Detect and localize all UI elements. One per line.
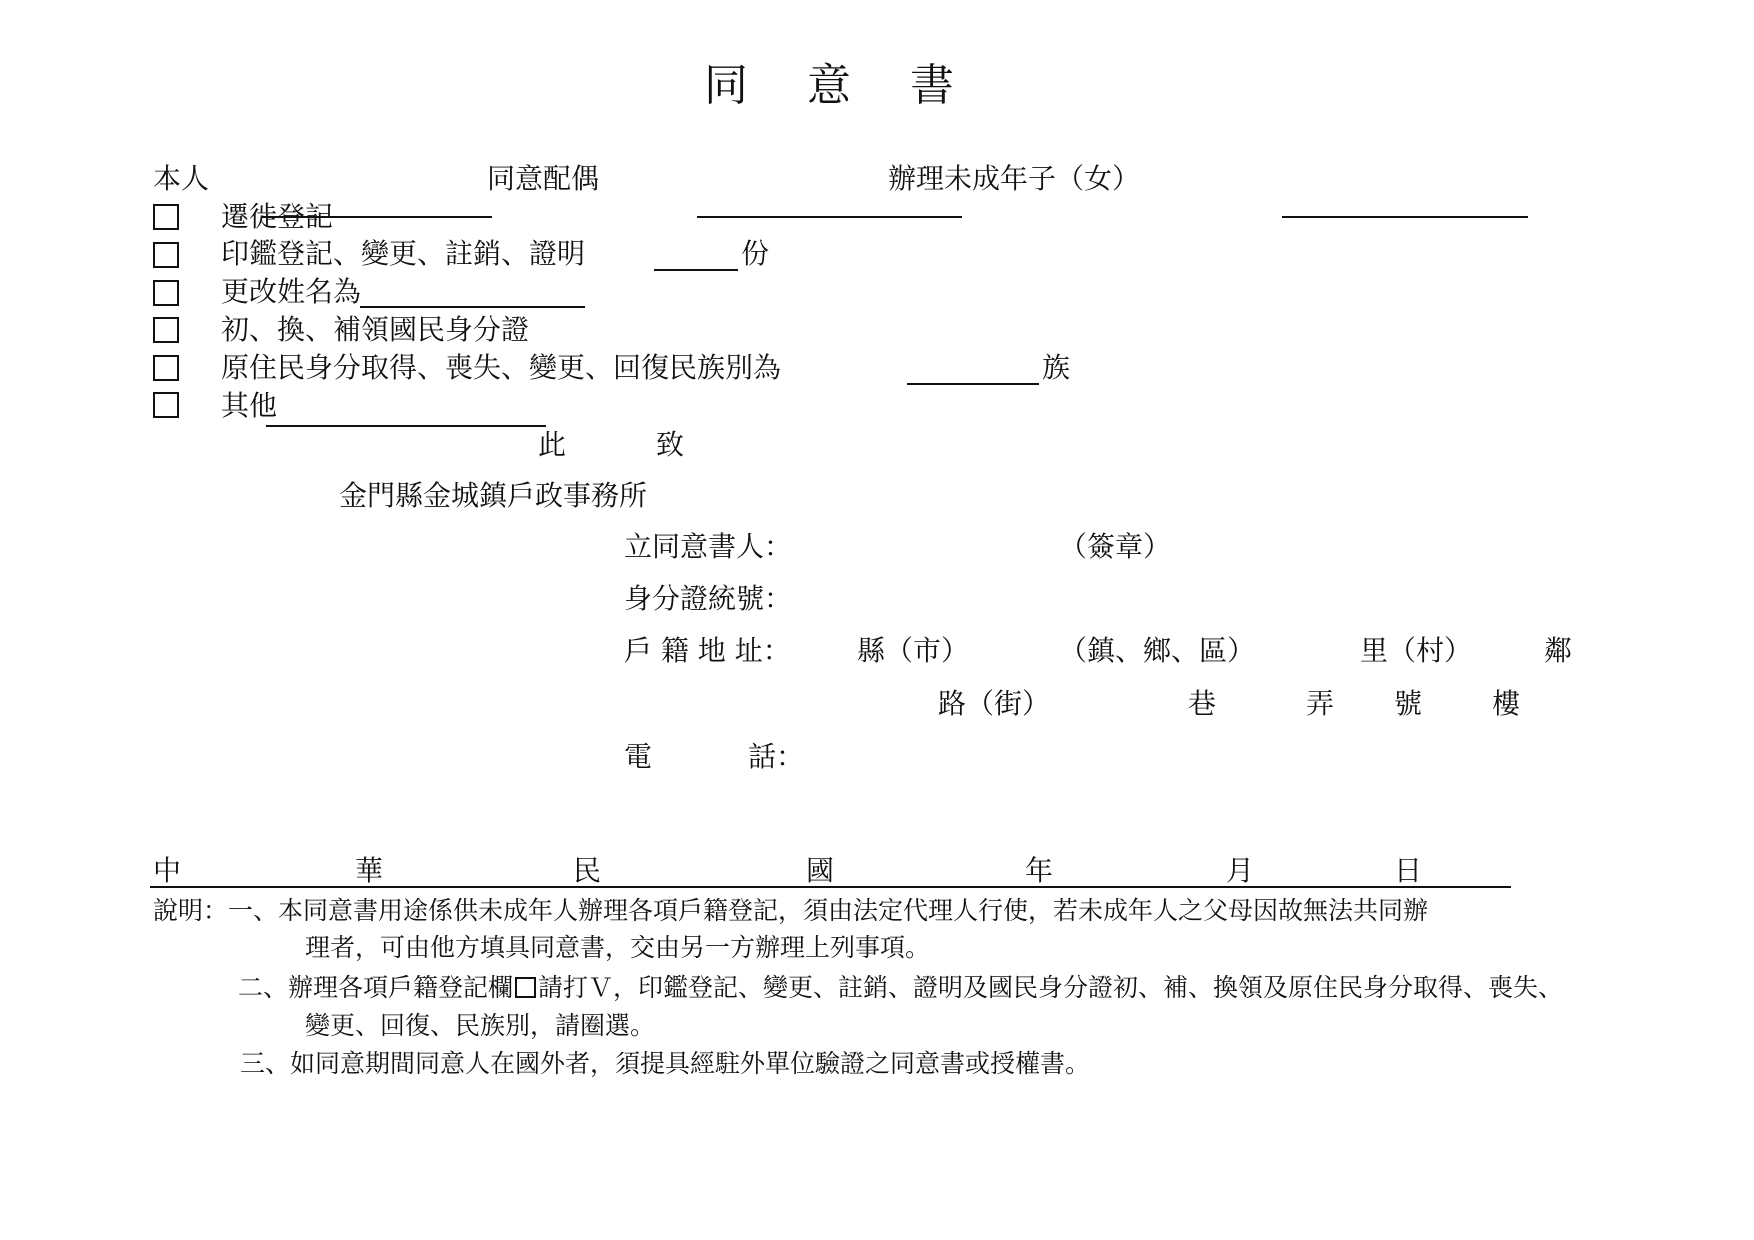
tribe-line[interactable]	[907, 383, 1039, 385]
item-seal: 印鑑登記、變更、註銷、證明	[221, 237, 586, 270]
checkbox-indigenous[interactable]	[153, 355, 179, 381]
date-char-5: 年	[1025, 854, 1054, 887]
item-id-card: 初、換、補領國民身分證	[221, 313, 530, 346]
title-char-3: 書	[910, 60, 954, 111]
address-alley: 弄	[1306, 687, 1335, 720]
rename-line[interactable]	[360, 306, 585, 308]
title-char-1: 同	[704, 60, 748, 111]
item-rename: 更改姓名為	[221, 275, 362, 308]
phone-label-a: 電	[624, 740, 653, 773]
date-char-6: 月	[1226, 854, 1255, 887]
note-checkbox-icon	[515, 977, 536, 998]
item-seal-suffix: 份	[741, 237, 770, 270]
other-line[interactable]	[266, 425, 546, 427]
address-village: 里（村）	[1360, 634, 1473, 667]
consenter-label: 立同意書人：	[624, 530, 793, 563]
address-floor: 樓	[1492, 687, 1521, 720]
note-2-line-1	[238, 975, 1563, 1000]
spouse-name-line[interactable]	[697, 216, 962, 218]
checkbox-other[interactable]	[153, 392, 179, 418]
note-3: 三、如同意期間同意人在國外者，須提具經駐外單位驗證之同意書或授權書。	[240, 1049, 1091, 1078]
date-underline	[150, 886, 1511, 888]
date-char-1: 中	[153, 854, 182, 887]
date-char-2: 華	[355, 854, 384, 887]
intro-agree-spouse: 同意配偶	[487, 162, 600, 195]
note-1-line-2: 理者，可由他方填具同意書，交由另一方辦理上列事項。	[305, 933, 931, 962]
id-no-label: 身分證統號：	[624, 582, 793, 615]
recipient: 金門縣金城鎮戶政事務所	[339, 479, 648, 512]
checkbox-id-card[interactable]	[153, 317, 179, 343]
address-lane: 巷	[1188, 687, 1217, 720]
address-number: 號	[1394, 687, 1423, 720]
salutation-1: 此	[538, 428, 567, 461]
intro-self: 本人	[153, 162, 210, 195]
note-2-line-2: 變更、回復、民族別，請圈選。	[305, 1011, 656, 1040]
item-other: 其他	[221, 389, 278, 422]
checkbox-migration[interactable]	[153, 204, 179, 230]
date-char-7: 日	[1394, 854, 1423, 887]
minor-name-line[interactable]	[1282, 216, 1528, 218]
note-1-line-1: 說明：一、本同意書用途係供未成年人辦理各項戶籍登記，須由法定代理人行使，若未成年人之父母因故無法共同辦	[153, 896, 1429, 925]
date-char-3: 民	[573, 854, 602, 887]
note-2-post: 請打Ｖ，印鑑登記、變更、註銷、證明及國民身分證初、補、換領及原住民身分取得、喪失、	[538, 973, 1564, 1002]
seal-copies-line[interactable]	[654, 269, 738, 271]
checkbox-seal[interactable]	[153, 242, 179, 268]
address-label: 戶 籍 地 址：	[624, 634, 791, 667]
address-neighborhood: 鄰	[1544, 634, 1573, 667]
note-2-pre: 二、辦理各項戶籍登記欄	[238, 973, 514, 1002]
item-indigenous-suffix: 族	[1042, 351, 1071, 384]
item-migration: 遷徙登記	[221, 200, 334, 233]
seal-label: （簽章）	[1059, 530, 1172, 563]
address-road: 路（街）	[938, 687, 1051, 720]
item-indigenous: 原住民身分取得、喪失、變更、回復民族別為	[221, 351, 782, 384]
phone-label-b: 話：	[748, 740, 805, 773]
date-char-4: 國	[806, 854, 835, 887]
salutation-2: 致	[656, 428, 685, 461]
address-county: 縣（市）	[857, 634, 970, 667]
checkbox-rename[interactable]	[153, 280, 179, 306]
title-char-2: 意	[807, 60, 851, 111]
intro-handle-minor: 辦理未成年子（女）	[888, 162, 1141, 195]
address-town: （鎮、鄉、區）	[1059, 634, 1256, 667]
